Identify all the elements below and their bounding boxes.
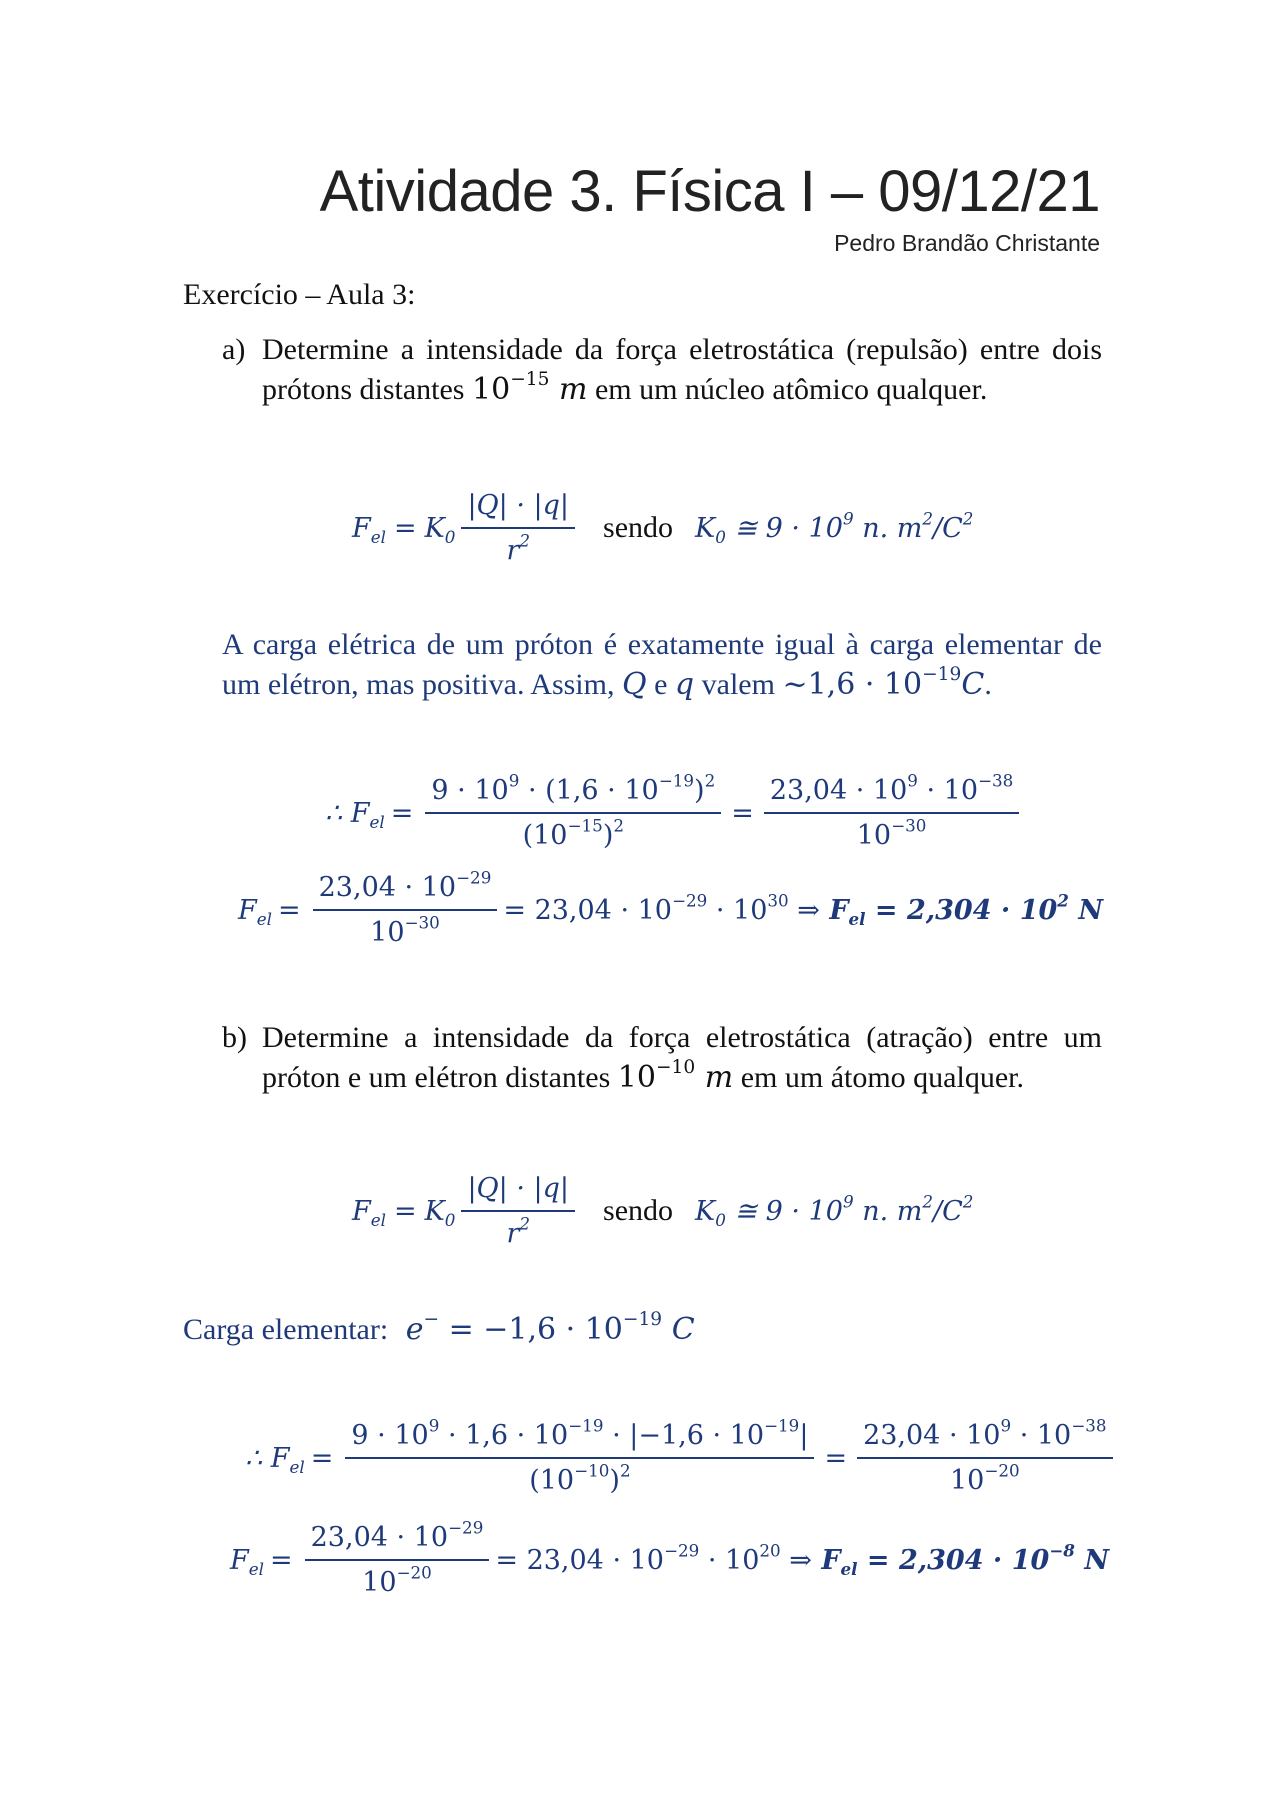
calc-a-line-2: $F_{el}$ = $\frac{23,04 \cdot 10^{-29}}{10^{-30}}$ = $23,04 \cdot 10^{-29} \cdot 10^{30}$ ⇒ $F_{el} = 2,304 \cdot 10^2$ N <box>238 867 1104 948</box>
calc-a-fraction-1: $\frac{9 \cdot 10^9 \cdot (1,6 \cdot 10^{-19})^2}{(10^{-15})^2}$ <box>425 775 721 851</box>
question-b-label: b) <box>222 1021 247 1054</box>
calc-b-line-1: ∴ $F_{el}$ = $\frac{9 \cdot 10^9 \cdot 1,6 \cdot 10^{-19} \cdot |-1,6 \cdot 10^{-19}|}{(10^{-10})^2}$ = $\frac{23,04 \cdot 10^9 \cdot 10^{-38}}{10^{-20}}$ <box>245 1420 1119 1496</box>
note-b: Carga elementar: $e^- = -1,6 \cdot 10^{-19}$ C <box>183 1309 695 1347</box>
question-a-label: a) <box>222 333 246 366</box>
question-b-distance: $10^{-10}$ m <box>617 1057 734 1095</box>
question-a <box>222 330 1102 410</box>
formula-fraction: $\frac{|Q| \cdot |q|}{r^2}$ <box>461 490 575 566</box>
formula-k-value: $K_0$ ≅ $9 \cdot 10^9$ n. $m^2/C^2$ <box>695 507 974 547</box>
question-b-text-1: Determine a intensidade da força eletrostática (atração) entre um próton e um elétron distantes <box>262 1021 1102 1094</box>
calc-b-fraction-2: $\frac{23,04 \cdot 10^9 \cdot 10^{-38}}{10^{-20}}$ <box>857 1420 1113 1496</box>
question-b <box>222 1018 1102 1098</box>
question-a-text-2: em um núcleo atômico qualquer. <box>587 373 988 406</box>
coulomb-formula-b: $F_{el}$ = $K_0$ $\frac{|Q| \cdot |q|}{r^2}$ sendo $K_0$ ≅ $9 \cdot 10^9$ n. $m^2/C^2$ <box>352 1173 974 1249</box>
calc-a-fraction-3: $\frac{23,04 \cdot 10^{-29}}{10^{-30}}$ <box>313 872 498 948</box>
formula-sendo: sendo <box>603 511 674 544</box>
formula-lhs: $F_{el}$ <box>352 512 386 547</box>
result-a: $F_{el} = 2,304 \cdot 10^2$ N <box>819 889 1104 929</box>
question-a-distance: $10^{-15}$ m <box>472 369 588 407</box>
question-a-text <box>262 330 1102 410</box>
result-b: $F_{el} = 2,304 \cdot 10^{-8}$ N <box>811 1539 1110 1579</box>
author-name: Pedro Brandão Christante <box>834 230 1100 256</box>
note-a: A carga elétrica de um próton é exatamente igual à carga elementar de um elétron, mas positiva. Assim, Q e q valem ~1,6 · $10^{-19}C$. <box>222 628 1102 702</box>
section-heading: Exercício – Aula 3: <box>183 278 416 311</box>
calc-b-fraction-3: $\frac{23,04 \cdot 10^{-29}}{10^{-20}}$ <box>305 1522 490 1598</box>
calc-b-fraction-1: $\frac{9 \cdot 10^9 \cdot 1,6 \cdot 10^{-19} \cdot |-1,6 \cdot 10^{-19}|}{(10^{-10})^2}$ <box>345 1420 814 1496</box>
coulomb-formula-a: $F_{el}$ = $K_0$ $\frac{|Q| \cdot |q|}{r^2}$ sendo $K_0$ ≅ $9 \cdot 10^9$ n. $m^2/C^2$ <box>352 490 974 566</box>
calc-a-line-1: ∴ $F_{el}$ = $\frac{9 \cdot 10^9 \cdot (1,6 \cdot 10^{-19})^2}{(10^{-15})^2}$ = $\frac{23,04 \cdot 10^9 \cdot 10^{-38}}{10^{-30}}$ <box>325 775 1025 851</box>
formula-k: $K_0$ <box>424 512 456 547</box>
question-b-text-2: em um átomo qualquer. <box>733 1061 1024 1094</box>
page-title: Atividade 3. Física I – 09/12/21 <box>319 159 1100 224</box>
question-a-text-1: Determine a intensidade da força eletrostática (repulsão) entre dois prótons distantes <box>262 333 1102 406</box>
calc-a-fraction-2: $\frac{23,04 \cdot 10^9 \cdot 10^{-38}}{10^{-30}}$ <box>764 775 1020 851</box>
calc-b-line-2: $F_{el}$ = $\frac{23,04 \cdot 10^{-29}}{10^{-20}}$ = $23,04 \cdot 10^{-29} \cdot 10^{20}$ ⇒ $F_{el} = 2,304 \cdot 10^{-8}$ N <box>230 1517 1110 1598</box>
question-b-text <box>262 1018 1102 1098</box>
